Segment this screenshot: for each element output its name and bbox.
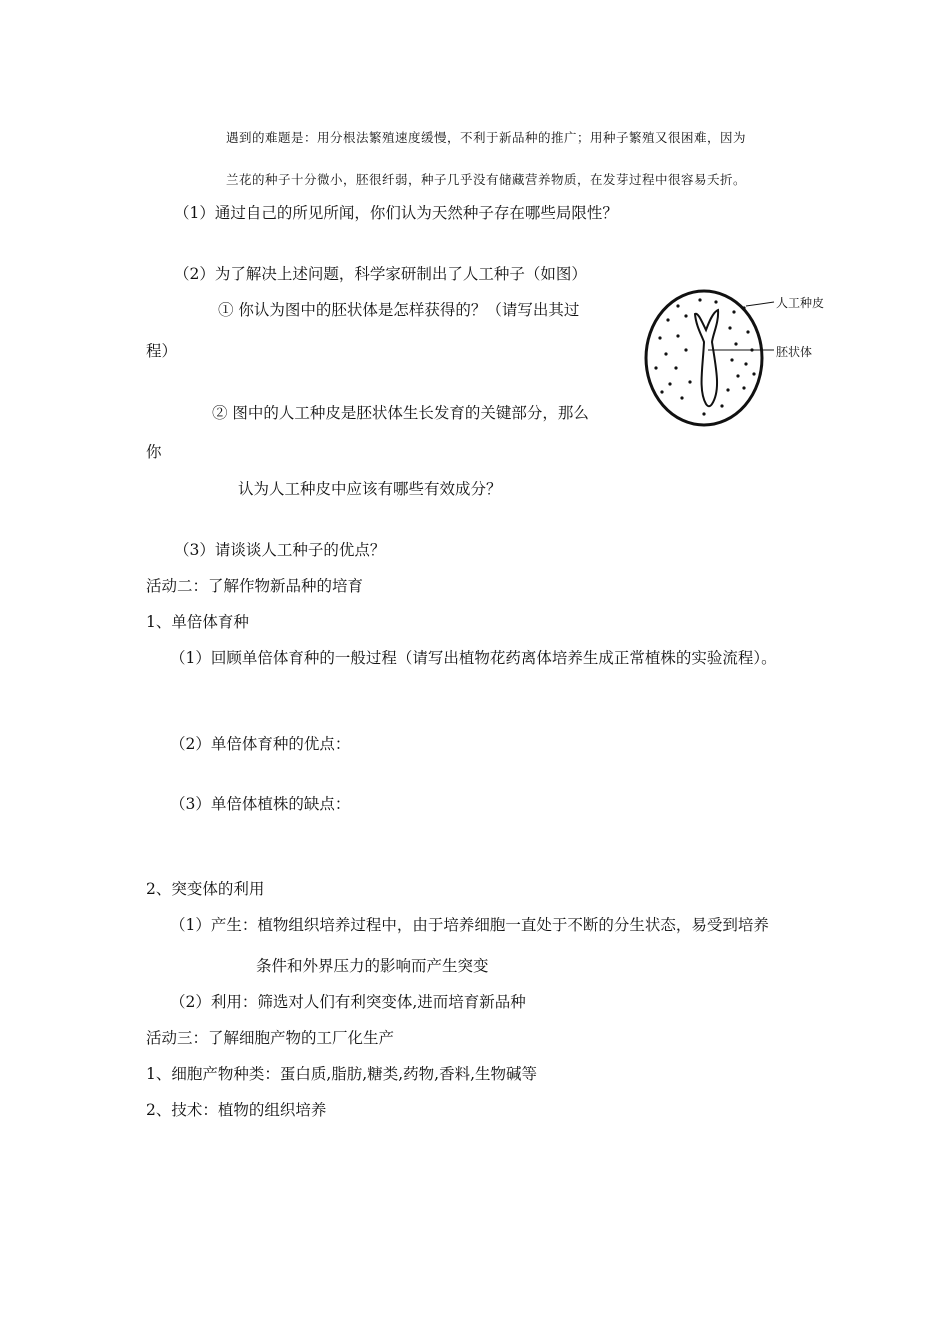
mutant-origin: （1）产生：植物组织培养过程中，由于培养细胞一直处于不断的分生状态，易受到培养 <box>170 916 769 934</box>
haploid-question-1: （1）回顾单倍体育种的一般过程（请写出植物花药离体培养生成正常植株的实验流程）。 <box>170 649 777 667</box>
cell-product-technique: 2、技术：植物的组织培养 <box>146 1101 327 1119</box>
intro-line-1: 遇到的难题是：用分根法繁殖速度缓慢，不利于新品种的推广；用种子繁殖又很困难，因为 <box>226 130 747 145</box>
activity-3-title: 活动三：了解细胞产物的工厂化生产 <box>146 1029 395 1047</box>
intro-line-2: 兰花的种子十分微小，胚很纤弱，种子几乎没有储藏营养物质，在发芽过程中很容易夭折。 <box>226 172 747 187</box>
mutant-origin-cont: 条件和外界压力的影响而产生突变 <box>256 957 489 975</box>
question-2-2: ② 图中的人工种皮是胚状体生长发育的关键部分，那么 <box>212 404 589 422</box>
haploid-question-2: （2）单倍体育种的优点： <box>170 735 351 753</box>
question-3: （3）请谈谈人工种子的优点？ <box>174 541 386 559</box>
question-2-2-cont-2: 认为人工种皮中应该有哪些有效成分？ <box>238 480 502 498</box>
mutant-utilization: （2）利用：筛选对人们有利突变体,进而培育新品种 <box>170 993 526 1011</box>
question-2: （2）为了解决上述问题，科学家研制出了人工种子（如图） <box>174 265 587 283</box>
haploid-question-3: （3）单倍体植株的缺点： <box>170 795 351 813</box>
question-2-1: ① 你认为图中的胚状体是怎样获得的？（请写出其过 <box>218 301 580 319</box>
embryo-label: 胚状体 <box>776 345 813 359</box>
question-2-2-cont: 你 <box>146 443 162 461</box>
section-mutant-use: 2、突变体的利用 <box>146 880 265 898</box>
section-haploid-breeding: 1、单倍体育种 <box>146 613 249 631</box>
question-1: （1）通过自己的所见所闻，你们认为天然种子存在哪些局限性？ <box>174 204 618 222</box>
artificial-seed-figure <box>642 286 842 428</box>
seed-coat-label: 人工种皮 <box>776 296 825 310</box>
question-2-1-cont: 程） <box>146 342 178 360</box>
cell-product-types: 1、细胞产物种类：蛋白质,脂肪,糖类,药物,香料,生物碱等 <box>146 1065 537 1083</box>
activity-2-title: 活动二：了解作物新品种的培育 <box>146 577 364 595</box>
